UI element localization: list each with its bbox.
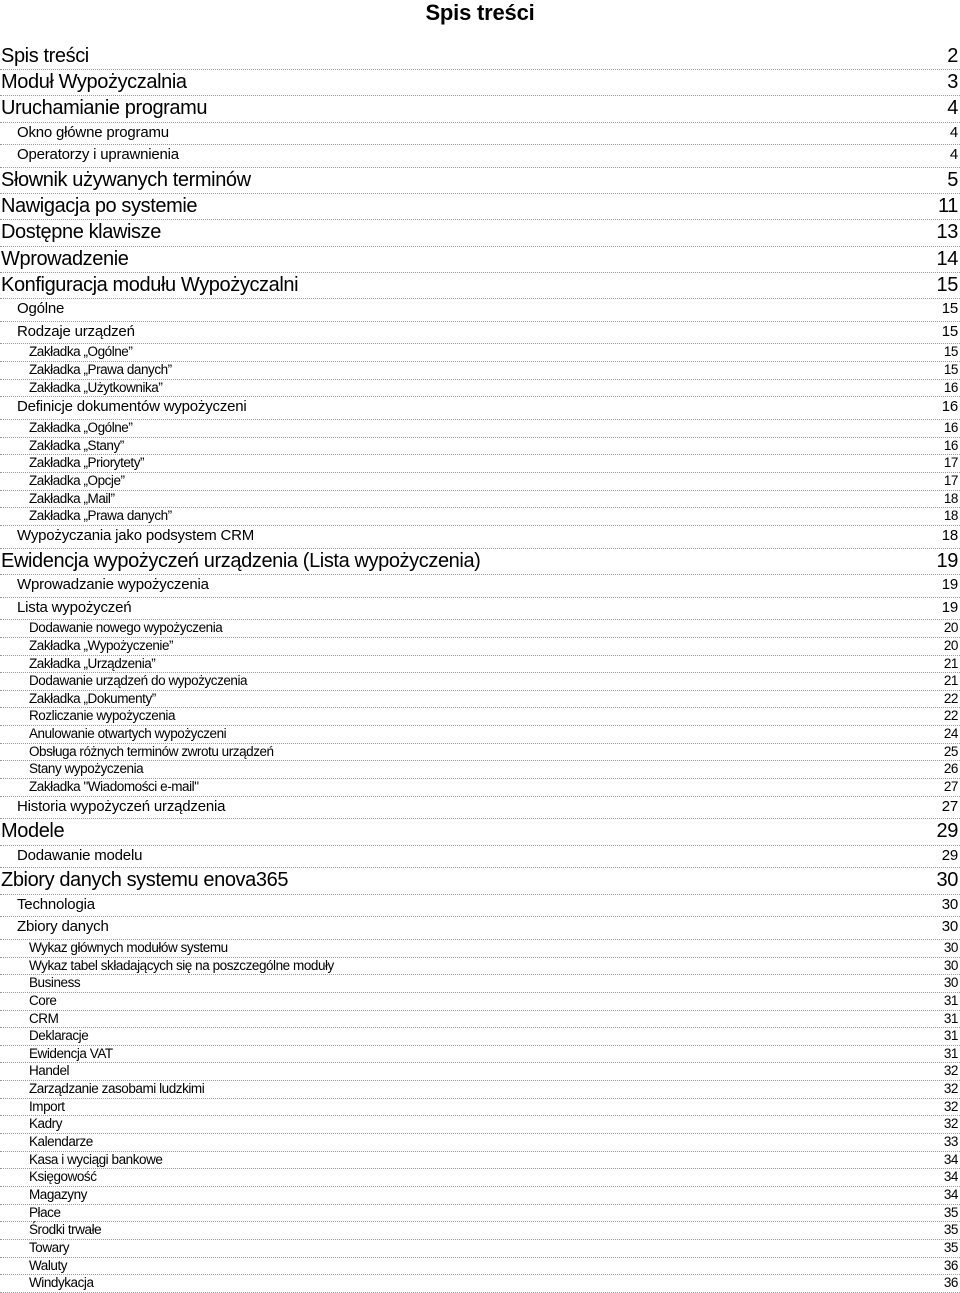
toc-entry[interactable] [0, 779, 960, 797]
toc-entry-page-number: 16 [943, 437, 958, 453]
toc-entry-page-number: 4 [947, 97, 958, 120]
toc-entry-page-number: 5 [947, 168, 958, 191]
toc-entry-title: Lista wypożyczeń [17, 598, 132, 616]
toc-entry[interactable] [0, 247, 960, 273]
toc-entry[interactable] [0, 975, 960, 993]
toc-entry-page-number: 19 [936, 549, 958, 572]
toc-entry-page-number: 3 [947, 71, 958, 94]
toc-entry-page-number: 36 [943, 1257, 958, 1273]
toc-entry[interactable] [0, 70, 960, 96]
toc-entry-page-number: 15 [941, 299, 958, 317]
toc-entry-title: Zakładka „Ogólne” [29, 420, 133, 436]
toc-entry[interactable] [0, 44, 960, 70]
toc-entry-title: Zakładka „Stany” [29, 437, 124, 453]
toc-entry-title: Zakładka „Opcje” [29, 472, 125, 488]
toc-entry-page-number: 21 [943, 655, 958, 671]
toc-entry[interactable] [0, 620, 960, 638]
toc-entry[interactable] [0, 638, 960, 656]
toc-entry[interactable] [0, 1205, 960, 1223]
toc-entry[interactable] [0, 1258, 960, 1276]
toc-entry-page-number: 16 [943, 379, 958, 395]
toc-entry[interactable] [0, 1046, 960, 1064]
toc-entry[interactable] [0, 438, 960, 456]
toc-entry-title: Zakładka „Prawa danych” [29, 508, 172, 524]
toc-entry[interactable] [0, 819, 960, 845]
toc-entry-page-number: 30 [943, 939, 958, 955]
toc-entry[interactable] [0, 673, 960, 691]
toc-entry[interactable] [0, 1240, 960, 1258]
toc-entry-title: Zakładka „Prawa danych” [29, 362, 172, 378]
toc-entry-page-number: 32 [943, 1098, 958, 1114]
toc-entry[interactable] [0, 123, 960, 146]
toc-entry-title: Zakładka „Dokumenty” [29, 690, 156, 706]
toc-entry-page-number: 15 [943, 344, 958, 360]
toc-entry-page-number: 29 [941, 846, 958, 864]
toc-entry-page-number: 21 [943, 673, 958, 689]
toc-entry-title: Business [29, 975, 81, 991]
toc-entry-title: Zbiory danych systemu enova365 [1, 869, 289, 892]
toc-entry[interactable] [0, 1028, 960, 1046]
toc-entry-page-number: 19 [941, 575, 958, 593]
toc-entry[interactable] [0, 344, 960, 362]
toc-entry-page-number: 17 [943, 472, 958, 488]
toc-entry-title: Konfiguracja modułu Wypożyczalni [1, 273, 299, 296]
toc-entry[interactable] [0, 1116, 960, 1134]
toc-entry-page-number: 18 [943, 508, 958, 524]
toc-entry-title: Zakładka „Priorytety” [29, 455, 145, 471]
toc-entry[interactable] [0, 220, 960, 246]
toc-entry[interactable] [0, 168, 960, 194]
toc-entry-title: Dodawanie modelu [17, 846, 143, 864]
toc-entry[interactable] [0, 656, 960, 674]
toc-entry[interactable] [0, 726, 960, 744]
toc-entry-title: Nawigacja po systemie [1, 195, 198, 218]
toc-entry-title: Zbiory danych [17, 918, 109, 936]
toc-entry[interactable] [0, 322, 960, 345]
toc-entry-title: Magazyny [29, 1187, 87, 1203]
toc-entry-page-number: 15 [941, 322, 958, 340]
toc-entry-page-number: 31 [943, 1010, 958, 1026]
toc-entry-title: Płace [29, 1204, 61, 1220]
toc-entry[interactable] [0, 473, 960, 491]
toc-entry-title: Zarządzanie zasobami ludzkimi [29, 1081, 205, 1097]
toc-entry[interactable] [0, 895, 960, 918]
toc-entry-title: Słownik używanych terminów [1, 168, 251, 191]
toc-entry[interactable] [0, 455, 960, 473]
toc-entry-page-number: 16 [943, 420, 958, 436]
toc-entry-title: Operatorzy i uprawnienia [17, 146, 179, 164]
toc-entry[interactable] [0, 549, 960, 575]
toc-entry-title: Modele [1, 820, 65, 843]
toc-entry-title: Obsługa różnych terminów zwrotu urządzeń [29, 743, 274, 759]
toc-entry-title: Kasa i wyciągi bankowe [29, 1151, 163, 1167]
toc-entry-page-number: 22 [943, 708, 958, 724]
toc-entry[interactable] [0, 420, 960, 438]
toc-entry-title: Wykaz głównych modułów systemu [29, 939, 228, 955]
toc-entry-title: CRM [29, 1010, 59, 1026]
toc-entry-title: Dodawanie nowego wypożyczenia [29, 620, 223, 636]
toc-entry[interactable] [0, 940, 960, 958]
toc-entry-page-number: 20 [943, 637, 958, 653]
toc-entry-title: Księgowość [29, 1169, 97, 1185]
toc-entry[interactable] [0, 846, 960, 869]
toc-entry-title: Okno główne programu [17, 123, 169, 141]
toc-entry-page-number: 30 [943, 975, 958, 991]
toc-entry[interactable] [0, 362, 960, 380]
page-title: Spis treści [425, 0, 535, 25]
toc-entry-page-number: 33 [943, 1134, 958, 1150]
toc-entry-page-number: 19 [941, 598, 958, 616]
toc-entry[interactable] [0, 917, 960, 940]
toc-entry-title: Wprowadzenie [1, 247, 129, 270]
toc-entry-title: Towary [29, 1239, 70, 1255]
toc-entry[interactable] [0, 797, 960, 820]
toc-entry-title: Waluty [29, 1257, 68, 1273]
toc-entry-page-number: 34 [943, 1151, 958, 1167]
toc-entry[interactable] [0, 1099, 960, 1117]
toc-entry-title: Spis treści [1, 44, 89, 67]
toc-entry-page-number: 30 [943, 957, 958, 973]
toc-entry-page-number: 18 [943, 490, 958, 506]
toc-entry-title: Zakładka „Ogólne” [29, 344, 133, 360]
toc-entry-title: Rozliczanie wypożyczenia [29, 708, 176, 724]
toc-entry-title: Zakładka „Mail” [29, 490, 115, 506]
toc-entry-title: Import [29, 1098, 65, 1114]
toc-entry-page-number: 29 [936, 820, 958, 843]
toc-entry[interactable] [0, 761, 960, 779]
toc-entry-page-number: 4 [949, 123, 958, 141]
toc-entry[interactable] [0, 744, 960, 762]
toc-entry[interactable] [0, 868, 960, 894]
toc-entry-page-number: 17 [943, 455, 958, 471]
toc-entry-page-number: 15 [936, 273, 958, 296]
toc-entry[interactable] [0, 380, 960, 398]
toc-entry-page-number: 31 [943, 1045, 958, 1061]
toc-entry-page-number: 14 [936, 247, 958, 270]
toc-entry[interactable] [0, 691, 960, 709]
toc-entry-page-number: 32 [943, 1081, 958, 1097]
toc-entry[interactable] [0, 958, 960, 976]
toc-entry[interactable] [0, 575, 960, 598]
toc-entry-page-number: 15 [943, 362, 958, 378]
toc-entry[interactable] [0, 491, 960, 509]
toc-entry-title: Dodawanie urządzeń do wypożyczenia [29, 673, 248, 689]
toc-entry-page-number: 18 [941, 526, 958, 544]
toc-entry-title: Wypożyczania jako podsystem CRM [17, 526, 255, 544]
toc-entry[interactable] [0, 1222, 960, 1240]
toc-entry-title: Uruchamianie programu [1, 97, 208, 120]
toc-entry[interactable] [0, 1169, 960, 1187]
toc-entry-page-number: 35 [943, 1222, 958, 1238]
toc-entry-title: Kadry [29, 1116, 63, 1132]
toc-entry-page-number: 34 [943, 1187, 958, 1203]
toc-entry-title: Stany wypożyczenia [29, 761, 144, 777]
toc-entry-title: Historia wypożyczeń urządzenia [17, 797, 226, 815]
toc-entry[interactable] [0, 709, 960, 727]
toc-entry-title: Zakładka "Wiadomości e-mail" [29, 779, 199, 795]
toc-entry-title: Ewidencja VAT [29, 1045, 113, 1061]
toc-entry-page-number: 31 [943, 992, 958, 1008]
toc-entry-page-number: 11 [938, 195, 958, 218]
toc-entry-title: Anulowanie otwartych wypożyczeni [29, 726, 227, 742]
toc-entry-page-number: 24 [943, 726, 958, 742]
toc-entry-title: Moduł Wypożyczalnia [1, 71, 187, 94]
toc-entry[interactable] [0, 194, 960, 220]
toc-entry[interactable] [0, 96, 960, 122]
toc-entry-page-number: 31 [943, 1028, 958, 1044]
toc-entry-title: Zakładka „Wypożyczenie” [29, 637, 174, 653]
toc-entry[interactable] [0, 1064, 960, 1082]
toc-entry-page-number: 16 [941, 398, 958, 416]
toc-entry[interactable] [0, 1275, 960, 1293]
toc-entry-title: Handel [29, 1063, 70, 1079]
toc-entry-title: Zakładka „Urządzenia” [29, 655, 156, 671]
toc-entry-title: Zakładka „Użytkownika” [29, 379, 163, 395]
toc-entry[interactable] [0, 993, 960, 1011]
toc-entry-title: Technologia [17, 895, 95, 913]
toc-entry-page-number: 32 [943, 1063, 958, 1079]
toc-entry-page-number: 30 [941, 918, 958, 936]
toc-entry-title: Wykaz tabel składających się na poszczególne moduły [29, 957, 334, 973]
toc-entry-title: Ogólne [17, 299, 65, 317]
toc-entry[interactable] [0, 526, 960, 549]
toc-entry-title: Ewidencja wypożyczeń urządzenia (Lista wypożyczenia) [1, 549, 481, 572]
toc-entry-title: Rodzaje urządzeń [17, 322, 135, 340]
toc-entry-page-number: 4 [949, 146, 958, 164]
toc-entry[interactable] [0, 508, 960, 526]
toc-entry-page-number: 35 [943, 1204, 958, 1220]
toc-entry[interactable] [0, 598, 960, 621]
toc-entry-page-number: 2 [947, 44, 958, 67]
toc-entry-page-number: 35 [943, 1239, 958, 1255]
toc-entry-page-number: 30 [941, 895, 958, 913]
toc-entry-page-number: 34 [943, 1169, 958, 1185]
toc-entry-page-number: 32 [943, 1116, 958, 1132]
toc-entry-page-number: 27 [941, 797, 958, 815]
toc-entry-title: Środki trwałe [29, 1222, 102, 1238]
toc-entry-title: Kalendarze [29, 1134, 93, 1150]
toc-entry-title: Wprowadzanie wypożyczenia [17, 575, 209, 593]
toc-entry[interactable] [0, 1152, 960, 1170]
toc-entry[interactable] [0, 1134, 960, 1152]
toc-entry[interactable] [0, 273, 960, 299]
toc-entry-page-number: 26 [943, 761, 958, 777]
toc-entry-page-number: 30 [936, 869, 958, 892]
toc-entry-page-number: 13 [936, 221, 958, 244]
toc-entry[interactable] [0, 1011, 960, 1029]
toc-entry[interactable] [0, 397, 960, 420]
toc-entry-page-number: 36 [943, 1275, 958, 1291]
toc-entry-title: Deklaracje [29, 1028, 89, 1044]
toc-entry-title: Definicje dokumentów wypożyczeni [17, 398, 247, 416]
toc-entry-page-number: 22 [943, 690, 958, 706]
toc-entry-page-number: 25 [943, 743, 958, 759]
toc-entry[interactable] [0, 299, 960, 322]
toc-entry-title: Core [29, 992, 57, 1008]
toc-entry[interactable] [0, 1187, 960, 1205]
toc-entry-page-number: 27 [943, 779, 958, 795]
toc-entry[interactable] [0, 145, 960, 168]
toc-entry-title: Dostępne klawisze [1, 221, 161, 244]
toc-entry-title: Windykacja [29, 1275, 94, 1291]
toc-entry-page-number: 20 [943, 620, 958, 636]
toc-entry[interactable] [0, 1081, 960, 1099]
